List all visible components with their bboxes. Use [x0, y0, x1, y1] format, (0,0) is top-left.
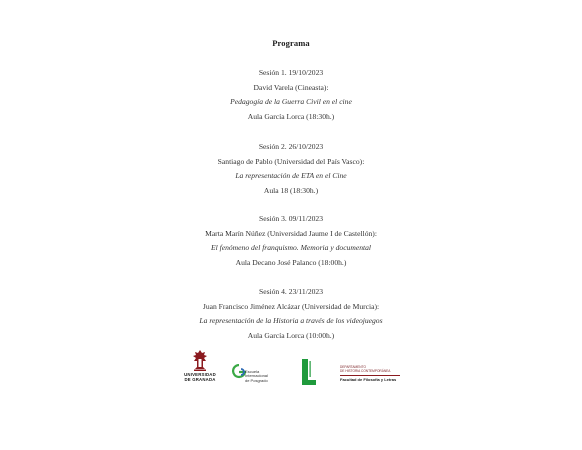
- department-logo: [340, 366, 402, 388]
- session-block: [0, 66, 582, 124]
- session-speaker: Santiago de Pablo (Universidad del País Vasco):: [217, 156, 365, 166]
- eig-logo: [232, 364, 276, 390]
- session-block: [0, 285, 582, 343]
- green-l-logo: [300, 358, 318, 386]
- ugr-crest-icon: [192, 350, 208, 372]
- session-label: Sesión 3. 09/11/2023: [258, 214, 324, 223]
- session-block: [0, 140, 582, 198]
- session-label: Sesión 1. 19/10/2023: [258, 68, 324, 77]
- session-venue: Aula 18 (18:30h.): [263, 185, 319, 195]
- eig-line2: Internacional: [245, 373, 268, 379]
- eig-line1: Escuela: [245, 369, 260, 374]
- dept-divider: [340, 375, 400, 376]
- session-speaker: David Varela (Cineasta):: [253, 82, 329, 92]
- session-title: La representación de ETA en el Cine: [235, 171, 347, 180]
- ugr-line2: DE GRANADA: [184, 377, 216, 382]
- eig-mark-icon: [232, 364, 246, 380]
- session-label: Sesión 4. 23/11/2023: [258, 287, 324, 296]
- dept-name: Facultad de Filosofía y Letras: [340, 376, 397, 382]
- session-label: Sesión 2. 26/10/2023: [258, 142, 324, 151]
- session-speaker: Marta Marín Núñez (Universidad Jaume I de Castellón):: [205, 228, 377, 238]
- eig-name: [245, 370, 268, 383]
- sponsor-logos: [0, 350, 582, 390]
- session-venue: Aula García Lorca (18:30h.): [247, 111, 335, 121]
- session-title: El fenómeno del franquismo. Memoria y documental: [210, 243, 372, 252]
- session-title: Pedagogía de la Guerra Civil en el cine: [230, 97, 352, 106]
- green-l-icon: [300, 358, 318, 386]
- session-venue: Aula Decano José Palanco (18:00h.): [235, 257, 347, 267]
- session-speaker: Juan Francisco Jiménez Alcázar (Universidad de Murcia):: [202, 301, 380, 311]
- session-venue: Aula García Lorca (10:00h.): [247, 330, 335, 340]
- dept-line2: DE HISTORIA CONTEMPORÁNEA: [340, 368, 391, 373]
- dept-line1: DEPARTAMENTO: [340, 365, 366, 369]
- program-heading: Programa: [272, 38, 310, 48]
- eig-line3: de Posgrado: [245, 377, 268, 383]
- session-title: La representación de la Historia a través de los videojuegos: [199, 316, 383, 325]
- session-block: [0, 212, 582, 270]
- ugr-name: [180, 372, 220, 382]
- ugr-line1: UNIVERSIDAD: [184, 372, 216, 377]
- ugr-logo: [180, 350, 220, 390]
